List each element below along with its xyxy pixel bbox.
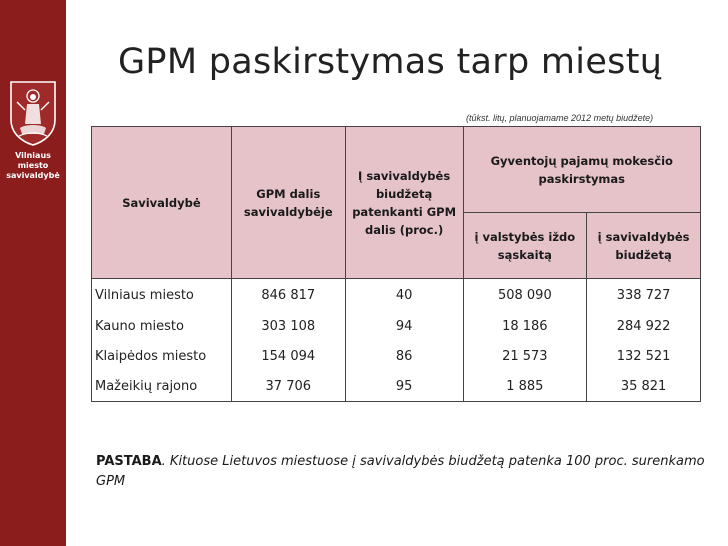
organization-name-line1: Vilniaus miesto — [15, 151, 51, 170]
sidebar — [0, 0, 66, 546]
header-distribution: Gyventojų pajamų mokesčio paskirstymas — [463, 127, 700, 213]
cell-municipal: 284 922 — [587, 311, 701, 341]
footnote-label: PASTABA — [96, 454, 162, 469]
cell-state: 508 090 — [463, 279, 587, 312]
cell-percent: 94 — [345, 311, 463, 341]
cell-state: 1 885 — [463, 371, 587, 402]
gpm-table — [91, 126, 701, 402]
footnote-text: . Kituose Lietuvos miestuose į savivaldybės biudžetą patenka 100 proc. surenkamo GPM — [96, 454, 705, 489]
coat-of-arms-icon — [7, 80, 59, 146]
cell-percent: 95 — [345, 371, 463, 402]
organization-name-line2: savivaldybė — [6, 171, 60, 180]
header-gpm-share: GPM dalis savivaldybėje — [231, 127, 345, 279]
cell-municipal: 132 521 — [587, 341, 701, 371]
organization-name — [0, 151, 66, 181]
footnote — [96, 452, 706, 492]
table-row — [92, 371, 701, 402]
table-row — [92, 279, 701, 312]
cell-municipal: 35 821 — [587, 371, 701, 402]
header-state-account: į valstybės iždo sąskaitą — [463, 213, 587, 279]
header-to-budget: Į savivaldybės biudžetą patenkanti GPM dalis (proc.) — [345, 127, 463, 279]
cell-percent: 40 — [345, 279, 463, 312]
cell-gpm: 37 706 — [231, 371, 345, 402]
cell-gpm: 303 108 — [231, 311, 345, 341]
cell-municipality: Vilniaus miesto — [92, 279, 232, 312]
cell-municipality: Kauno miesto — [92, 311, 232, 341]
page-title: GPM paskirstymas tarp miestų — [118, 42, 663, 82]
unit-note: (tūkst. litų, planuojamame 2012 metų biudžete) — [466, 113, 654, 123]
table-row — [92, 341, 701, 371]
cell-municipality: Klaipėdos miesto — [92, 341, 232, 371]
cell-municipality: Mažeikių rajono — [92, 371, 232, 402]
cell-gpm: 154 094 — [231, 341, 345, 371]
cell-gpm: 846 817 — [231, 279, 345, 312]
cell-percent: 86 — [345, 341, 463, 371]
cell-state: 21 573 — [463, 341, 587, 371]
cell-state: 18 186 — [463, 311, 587, 341]
header-municipality: Savivaldybė — [92, 127, 232, 279]
header-municipal-budget: į savivaldybės biudžetą — [587, 213, 701, 279]
table-row — [92, 311, 701, 341]
cell-municipal: 338 727 — [587, 279, 701, 312]
